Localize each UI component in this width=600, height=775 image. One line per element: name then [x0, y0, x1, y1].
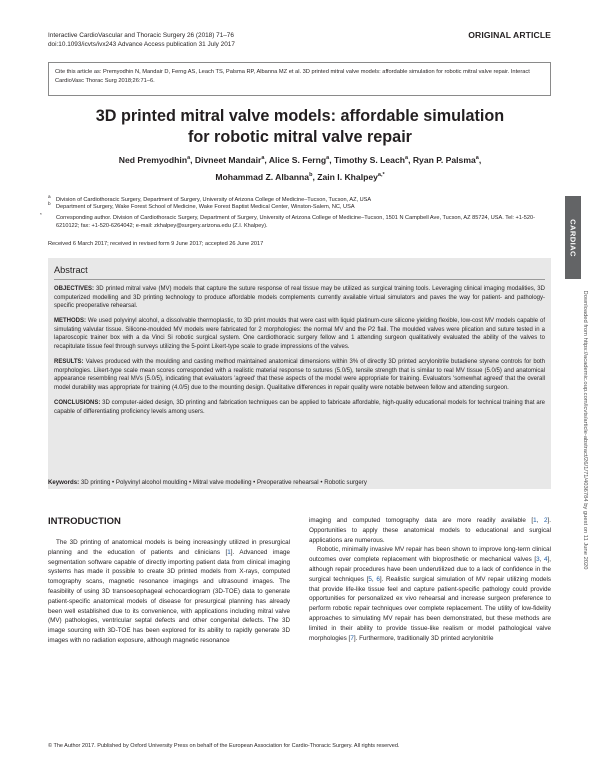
keyword: Robotic surgery	[324, 479, 367, 486]
introduction-heading: INTRODUCTION	[48, 516, 121, 527]
author-affiliation-mark: a	[405, 155, 409, 161]
keywords-label: Keywords:	[48, 479, 80, 486]
reference-link[interactable]: 2	[543, 517, 548, 524]
affiliation-mark: b	[48, 201, 51, 206]
reference-link[interactable]: 1	[227, 548, 231, 556]
section-tab	[565, 196, 581, 279]
article-title	[60, 106, 540, 148]
intro-paragraph-1: The 3D printing of anatomical models is being increasingly utilized in presurgical planning and the education of patients and clinicians [1]. Advanced image segmentation software capable of directly importing patient data from clinical imaging systems has made it possible to create 3D printed models from X-rays, computed tomography scans, magnetic resonance imagings and ultrasound images. The feasibility of using 3D transoesophageal echocardiogram (3D-TOE) data to generate patient-specific anatomical models of disease for presurgical planning has already been well established due to its convenience, with applications including mitral valve (MV) pathologies, ventricular septal defects and other congenital defects. The 3D image sourcing with 3D-TOE has been explored for its ability to rapidly generate 3D images with no radiation exposure, although magnetic resonance	[48, 539, 290, 644]
methods-text: We used polyvinyl alcohol, a dissolvable thermoplastic, to 3D print moulds that were cast with liquid platinum-cure silicone yielding flexible, low-cost MV models capable of simulating valvular tissue. Silicone-moulded MV models were fabricated for 2 morphologies: the normal MV and the P2 flail. The moulded valves were plication and suture tested in a laparoscopic trainer box with a da Vinci Si robotic surgical system. One cardiothoracic surgery fellow and 1 attending surgeon qualitatively evaluated the ability of the valves to recapitulate tissue feel through surveys utilizing the 5-point Likert-type scale to grade impressions of the valves.	[54, 318, 545, 351]
intro-paragraph-2: Robotic, minimally invasive MV repair has been shown to improve long-term clinical outcomes over complete replacement with bioprosthetic or mechanical valves [3, 4], although repair procedures have been underutilized due to a lack of confidence in the surgical techniques [5, 6]. Realistic surgical simulation of MV repair utilizing models that provide life-like tissue feel and capture patient-specific pathology could provide opportunities for personalized ex vivo rehearsal and increase surgeon preference to perform robotic repair techniques over complete replacement. The utility of low-fidelity approaches to simulating MV repair has been demonstrated, but these methods are limited in their ability to provide tissue-like realism or model pathological valve morphologies [7]. Furthermore, traditionally 3D printed acrylonitrile	[309, 546, 552, 642]
affiliation-text: Division of Cardiothoracic Surgery, Department of Surgery, University of Arizona College of Medicine–Tucson, Tucson, AZ, USA	[56, 196, 372, 203]
download-watermark-text: Downloaded from https://academic.oup.com/icvts/article-abstract/26/1/71/4036784 by guest on 11 June 2020	[582, 290, 588, 570]
reference-link[interactable]: 5	[368, 575, 372, 583]
abstract-conclusions	[54, 399, 545, 416]
conclusions-text: 3D computer-aided design, 3D printing and fabrication techniques can be applied to fabricate affordable, high-quality educational models for technical training that are capable of differentiating proficiency levels among users.	[54, 400, 545, 415]
keyword-list: 3D printing • Polyvinyl alcohol moulding • Mitral valve modelling • Preoperative rehearsal • Robotic surgery	[80, 479, 367, 486]
methods-label: METHODS:	[54, 318, 86, 325]
affiliation-mark: a	[48, 194, 51, 199]
objectives-text: 3D printed mitral valve (MV) models that capture the suture response of real tissue may be utilized as surgical training tools. Leveraging clinical imaging modalities, 3D computerized modelling and 3D printing technology to produce affordable models complements currently available virtual simulators and paves the way for patient- and pathology-specific preoperative rehearsal.	[54, 286, 545, 310]
author-name: Divneet Mandair	[194, 154, 262, 165]
author-list	[60, 151, 540, 185]
author-name: Alice S. Ferng	[268, 154, 327, 165]
author-affiliation-mark: a	[326, 155, 330, 161]
journal-header	[48, 31, 235, 49]
journal-line: Interactive CardioVascular and Thoracic Surgery 26 (2018) 71–76	[48, 32, 234, 39]
keywords	[48, 479, 551, 486]
reference-link[interactable]: 1	[533, 517, 537, 524]
reference-link[interactable]: 7	[350, 634, 354, 642]
abstract-box	[48, 258, 551, 489]
received-dates: Received 6 March 2017; received in revised form 9 June 2017; accepted 26 June 2017	[48, 241, 264, 247]
reference-link[interactable]: 3	[536, 556, 540, 564]
author-name: Mohammad Z. Albanna	[215, 171, 310, 182]
section-tab-label: CARDIAC	[568, 218, 578, 257]
keyword: Preoperative rehearsal	[257, 479, 319, 486]
title-line: 3D printed mitral valve models: affordable simulation	[95, 107, 505, 125]
conclusions-label: CONCLUSIONS:	[54, 400, 101, 407]
keyword: Polyvinyl alcohol moulding	[115, 479, 188, 486]
author-affiliation-mark: a	[475, 155, 479, 161]
author-line-2: Mohammad Z. Albanna$^b$, Zain I. Khalpey$^{a,*}$	[215, 171, 385, 182]
affiliation-b	[48, 200, 548, 211]
author-affiliation-mark: a,*	[377, 171, 385, 178]
abstract-results	[54, 358, 545, 392]
keyword: 3D printing	[80, 479, 111, 486]
author-affiliation-mark: a	[261, 155, 265, 161]
author-name: Timothy S. Leach	[334, 154, 405, 165]
author-affiliation-mark: a	[187, 155, 191, 161]
abstract-objectives	[54, 285, 545, 311]
reference-link[interactable]: 4	[543, 556, 548, 564]
right-column	[309, 516, 551, 643]
author-name: Ned Premyodhin	[118, 154, 188, 165]
objectives-label: OBJECTIVES:	[54, 286, 95, 292]
keyword: Mitral valve modelling	[192, 479, 252, 486]
results-text: Valves produced with the moulding and casting method maintained anatomical dimensions within 3% of directly 3D printed acrylonitrile butadiene styrene controls for both morphologies. Likert-type scale mean scores corresponded with a realistic material response to sutures (5.0/5), tensile strength that is similar to real MV tissue (5.0/5) and anatomical appearance resembling real MVs (5.0/5), indicating that evaluators 'agreed' that these aspects of the model were appropriate for training. Evaluators 'somewhat agreed' that the overall model durability was appropriate for training (4.0/5) due to the mounting design. Qualitative differences in repair quality were notable between fellow and attending surgeon.	[54, 359, 546, 391]
left-column	[48, 538, 290, 646]
results-label: RESULTS:	[54, 359, 84, 366]
abstract-methods	[54, 317, 545, 351]
correspondence-text: Corresponding author. Division of Cardiothoracic Surgery, Department of Surgery, University of Arizona College of Medicine–Tucson, 1501 N Campbell Ave, Tucson, AZ 85724, USA. Tel: +1-520-6210122; fax: +1-520-6264042; e-mail: zkhalpey@surgery.arizona.edu (Z.I. Khalpey).	[56, 214, 535, 229]
title-line: for robotic mitral valve repair	[187, 128, 412, 146]
citation-box: Cite this article as: Premyodhin N, Mandair D, Ferng AS, Leach TS, Palsma RP, Albanna MZ et al. 3D printed mitral valve models: affordable simulation for robotic mitral valve repair. Interact CardioVasc Thorac Surg 2018;26:71–6.	[48, 62, 551, 96]
article-type-label: ORIGINAL ARTICLE	[468, 30, 551, 40]
correspondence-mark: *	[40, 212, 42, 217]
affiliation-text: Department of Surgery, Wake Forest School of Medicine, Wake Forest Baptist Medical Center, Winston-Salem, NC, USA	[56, 203, 355, 210]
author-line-1: Ned Premyodhin$^a$, Divneet Mandair$^a$, Alice S. Ferng$^a$, Timothy S. Leach$^a$, Ryan P. Palsma$^a$,	[118, 154, 482, 165]
author-affiliation-mark: b	[309, 171, 313, 178]
author-name: Zain I. Khalpey	[317, 171, 378, 182]
copyright-footer: © The Author 2017. Published by Oxford University Press on behalf of the European Association for Cardio-Thoracic Surgery. All rights reserved.	[48, 743, 400, 749]
intro-paragraph-1-continued: imaging and computed tomography data are more readily available [1, 2]. Opportunities to apply these anatomical models to educational and surgical applications are numerous.	[309, 517, 551, 544]
doi-line: doi:10.1093/icvts/ivx243 Advance Access publication 31 July 2017	[48, 41, 235, 48]
correspondence	[40, 211, 548, 230]
author-name: Ryan P. Palsma	[412, 154, 476, 165]
abstract-heading: Abstract	[54, 265, 545, 280]
reference-link[interactable]: 6	[376, 575, 380, 583]
